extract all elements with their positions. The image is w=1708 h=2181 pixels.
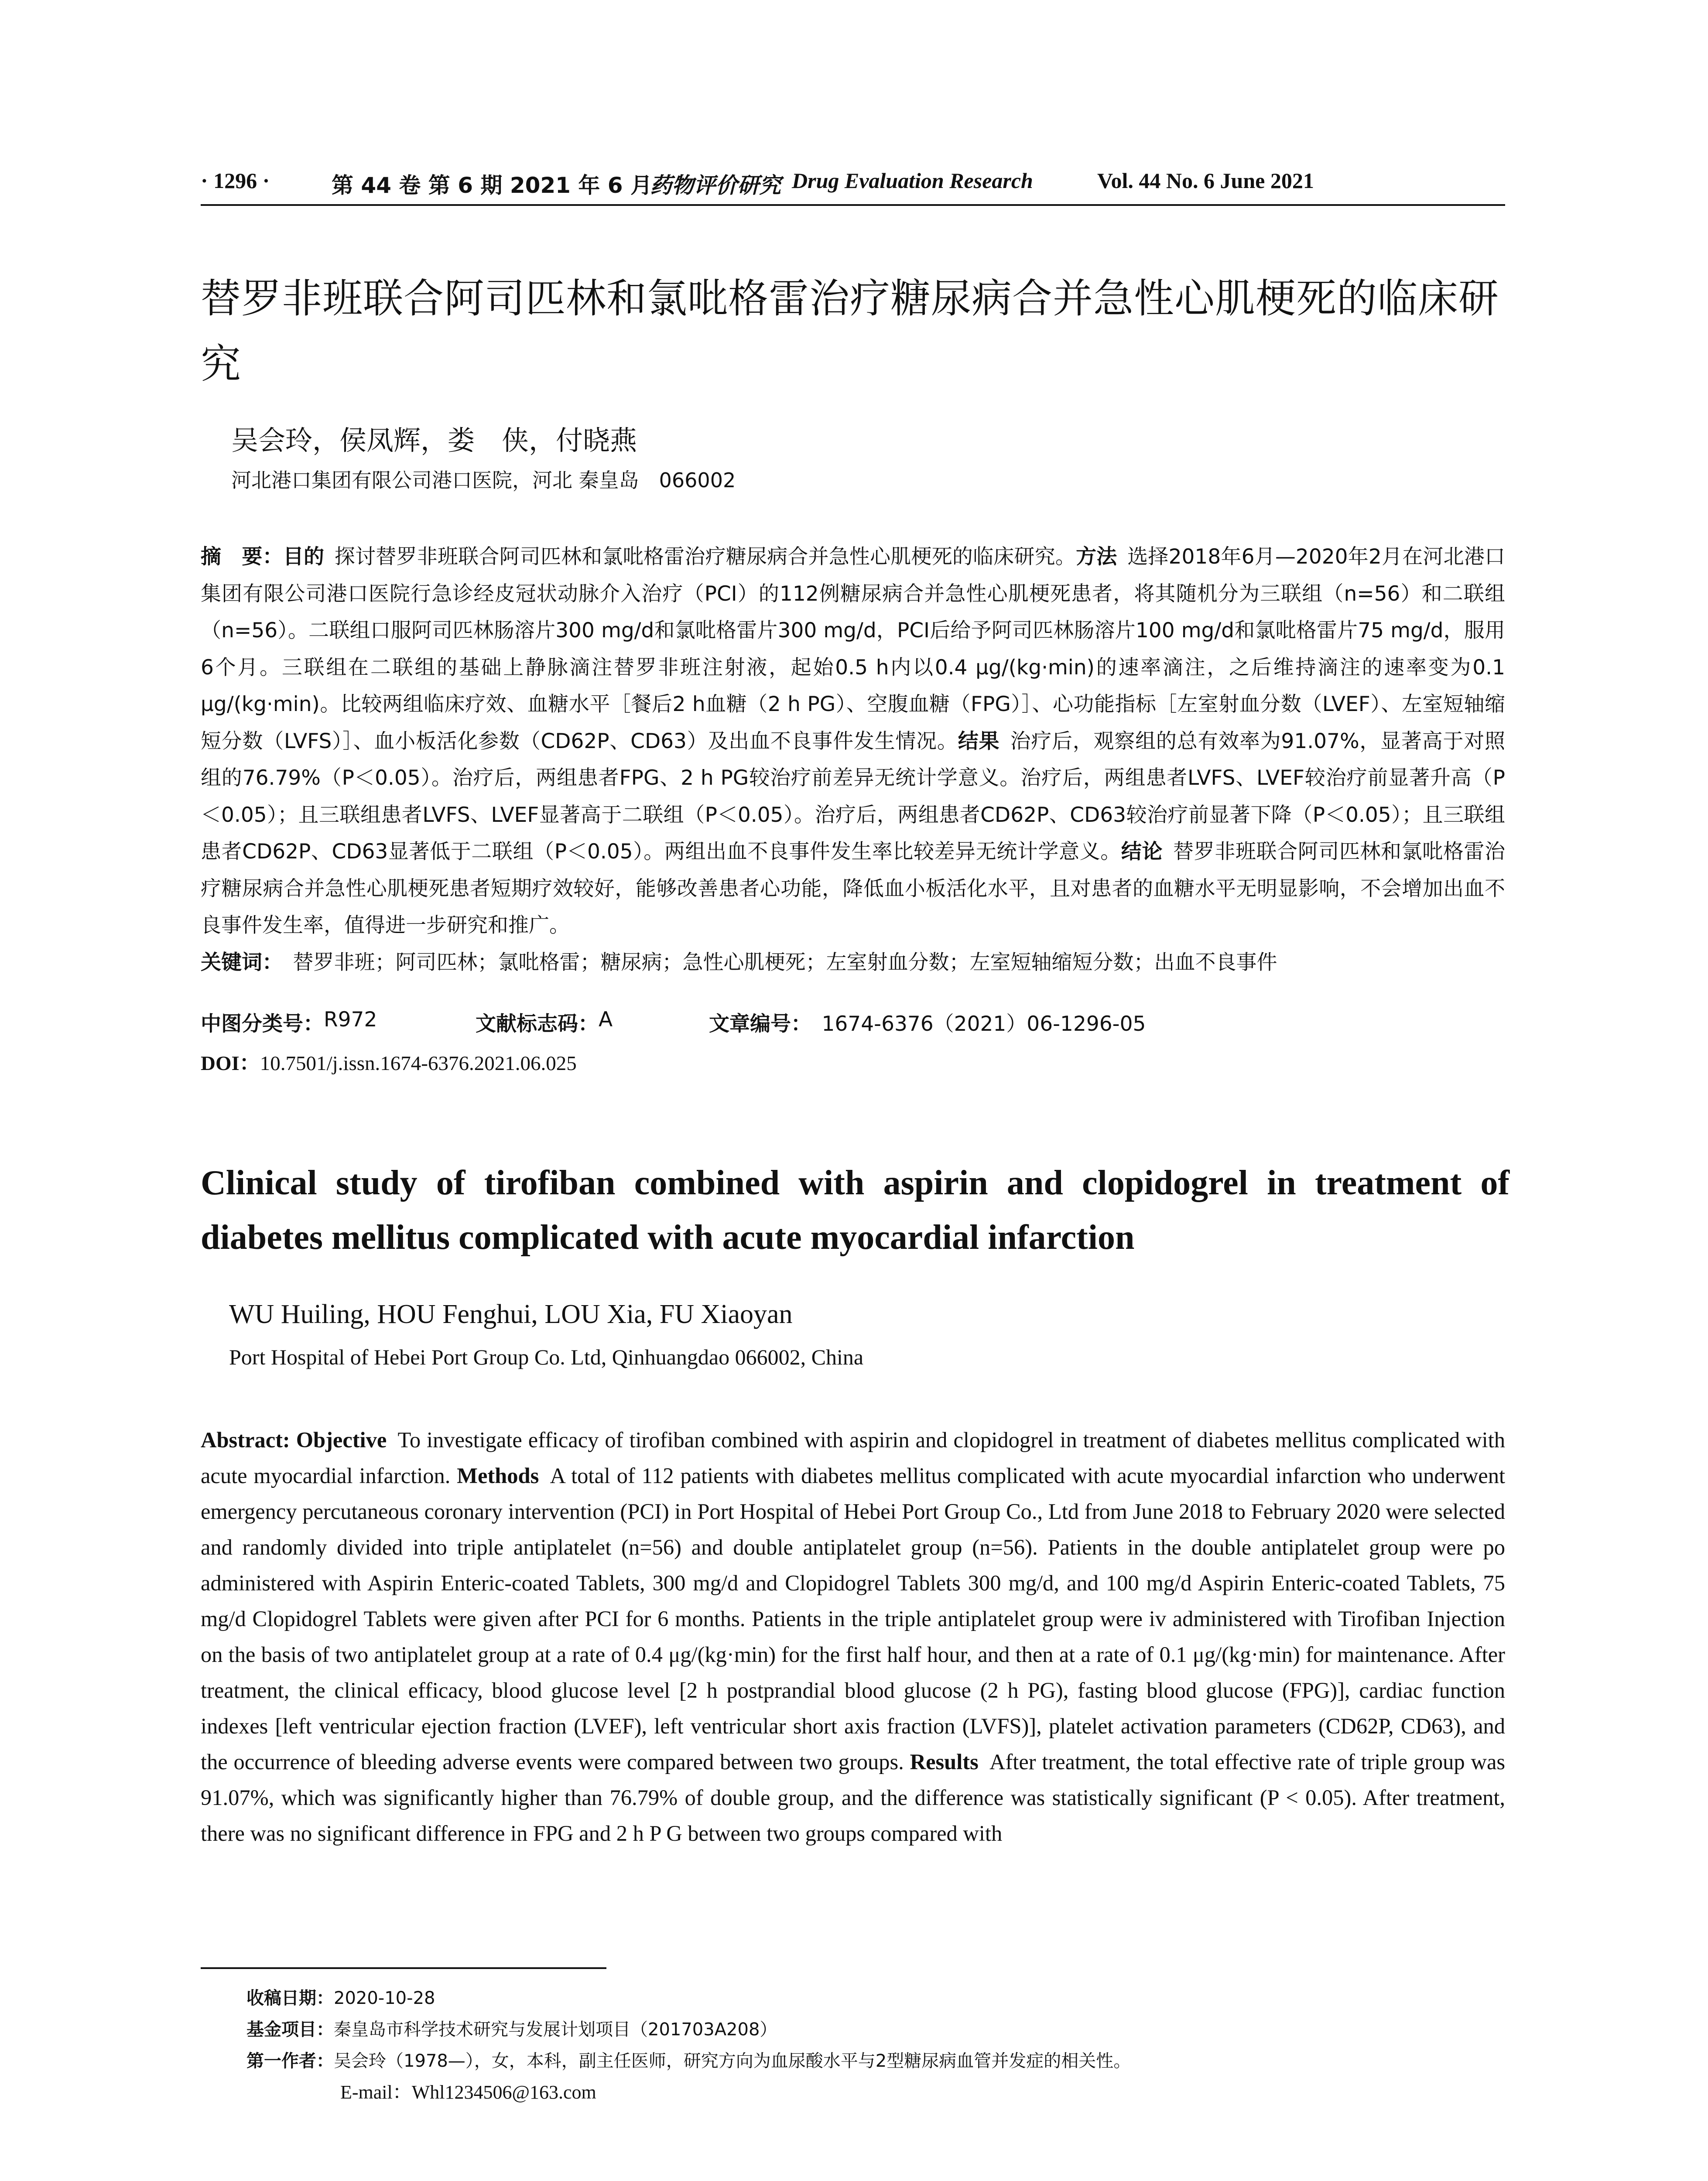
doc-code-label: 文献标志码： bbox=[476, 1012, 599, 1036]
doi-label: DOI： bbox=[201, 1052, 260, 1075]
results-text-en: After treatment, the total effective rate of triple group was 91.07%, which was significantly higher than 76.79% of double group, and the difference was statistically significant (P < 0.05). After treatment, there was no significant difference in FPG and 2 h P G between two groups compared with bbox=[201, 1750, 1506, 1846]
footnote-rule bbox=[201, 1967, 606, 1969]
clc-label: 中图分类号： bbox=[201, 1012, 324, 1036]
clc-value: R972 bbox=[324, 1008, 377, 1032]
authors-cn: 吴会玲，侯凤辉，娄 侠，付晓燕 bbox=[231, 424, 637, 456]
objective-label-cn: 目的 bbox=[283, 545, 325, 569]
footnote-fund bbox=[246, 2014, 1131, 2045]
conclusion-label-cn: 结论 bbox=[1121, 840, 1163, 864]
affiliation-en: Port Hospital of Hebei Port Group Co. Ltd, Qinhuangdao 066002, China bbox=[229, 1345, 864, 1369]
results-text-cn: 治疗后，观察组的总有效率为91.07%，显著高于对照组的76.79%（P＜0.05）。治疗后，两组患者FPG、2 h PG较治疗前差异无统计学意义。治疗后，两组患者LVFS、LVEF较治疗前显著升高（P＜0.05）；且三联组患者LVFS、LVEF显著高于二联组（P＜0.05）。治疗后，两组患者CD62P、CD63较治疗前显著下降（P＜0.05）；且三联组患者CD62P、CD63显著低于二联组（P＜0.05）。两组出血不良事件发生率比较差异无统计学意义。 bbox=[201, 729, 1506, 864]
article-title-en: Clinical study of tirofiban combined with aspirin and clopidogrel in treatment of diabetes mellitus complicated with acute myocardial infarction bbox=[201, 1164, 1509, 1257]
abstract-en bbox=[201, 1422, 1505, 1851]
first-author-label: 第一作者： bbox=[246, 2051, 334, 2071]
received-date: 2020-10-28 bbox=[334, 1988, 435, 2008]
conclusion-text-cn: 替罗非班联合阿司匹林和氯吡格雷治疗糖尿病合并急性心肌梗死患者短期疗效较好，能够改善患者心功能，降低血小板活化水平，且对患者的血糖水平无明显影响，不会增加出血不良事件发生率，值得进一步研究和推广。 bbox=[201, 840, 1505, 937]
objective-text-cn: 探讨替罗非班联合阿司匹林和氯吡格雷治疗糖尿病合并急性心肌梗死的临床研究。 bbox=[334, 545, 1076, 569]
methods-text-cn: 选择2018年6月—2020年2月在河北港口集团有限公司港口医院行急诊经皮冠状动脉介入治疗（PCI）的112例糖尿病合并急性心肌梗死患者，将其随机分为三联组（n=56）和二联组（n=56）。二联组口服阿司匹林肠溶片300 mg/d和氯吡格雷片300 mg/d，PCI后给予阿司匹林肠溶片100 mg/d和氯吡格雷片75 mg/d，服用6个月。三联组在二联组的基础上静脉滴注替罗非班注射液，起始0.5 h内以0.4 μg/(kg·min)的速率滴注，之后维持滴注的速率变为0.1 μg/(kg·min)。比较两组临床疗效、血糖水平［餐后2 h血糖（2 h PG）、空腹血糖（FPG）］、心功能指标［左室射血分数（LVEF）、左室短轴缩短分数（LVFS）］、血小板活化参数（CD62P、CD63）及出血不良事件发生情况。 bbox=[201, 545, 1506, 753]
journal-logo-cn: 药物评价研究 bbox=[650, 172, 781, 198]
abstract-label-en: Abstract: bbox=[201, 1428, 290, 1452]
abstract-cn bbox=[201, 539, 1505, 981]
journal-name-en: Drug Evaluation Research bbox=[792, 168, 1033, 193]
page-number: · 1296 · bbox=[201, 168, 270, 193]
methods-label-en: Methods bbox=[457, 1463, 539, 1488]
footnote-received bbox=[246, 1983, 1131, 2014]
affiliation-cn: 河北港口集团有限公司港口医院，河北 秦皇岛 066002 bbox=[231, 468, 736, 492]
abstract-label-cn: 摘 要： bbox=[201, 545, 283, 569]
keywords-cn: 替罗非班；阿司匹林；氯吡格雷；糖尿病；急性心肌梗死；左室射血分数；左室短轴缩短分数；出血不良事件 bbox=[293, 950, 1277, 974]
issue-info-cn: 第 44 卷 第 6 期 2021 年 6 月 bbox=[332, 173, 652, 198]
methods-label-cn: 方法 bbox=[1076, 545, 1117, 569]
fund-label: 基金项目： bbox=[246, 2020, 334, 2040]
doi-line bbox=[201, 1047, 577, 1076]
results-label-cn: 结果 bbox=[958, 729, 1000, 753]
received-label: 收稿日期： bbox=[246, 1988, 334, 2008]
authors-en: WU Huiling, HOU Fenghui, LOU Xia, FU Xiaoyan bbox=[229, 1299, 793, 1329]
fund-text: 秦皇岛市科学技术研究与发展计划项目（201703A208） bbox=[334, 2020, 777, 2040]
author-email[interactable]: E-mail：Whl1234506@163.com bbox=[340, 2082, 596, 2103]
objective-label-en: Objective bbox=[296, 1428, 387, 1452]
objective-text-en: To investigate efficacy of tirofiban combined with aspirin and clopidogrel in treatment of diabetes mellitus complicated with acute myocardial infarction. bbox=[201, 1428, 1505, 1488]
footnote-author bbox=[246, 2045, 1131, 2077]
keywords-label-cn: 关键词： bbox=[201, 950, 283, 974]
results-label-en: Results bbox=[910, 1750, 979, 1774]
article-no-label: 文章编号： bbox=[709, 1012, 811, 1036]
footnotes bbox=[246, 1983, 1131, 2108]
methods-text-en: A total of 112 patients with diabetes mellitus complicated with acute myocardial infarction who underwent emergency percutaneous coronary intervention (PCI) in Port Hospital of Hebei Port Group Co., Ltd from June 2018 to February 2020 were selected and randomly divided into triple antiplatelet (n=56) and double antiplatelet group (n=56). Patients in the double antiplatelet group were po administered with Aspirin Enteric-coated Tablets, 300 mg/d and Clopidogrel Tablets 300 mg/d, and 100 mg/d Aspirin Enteric-coated Tablets, 75 mg/d Clopidogrel Tablets were given after PCI for 6 months. Patients in the triple antiplatelet group were iv administered with Tirofiban Injection on the basis of two antiplatelet group at a rate of 0.4 μg/(kg·min) for the first half hour, and then at a rate of 0.1 μg/(kg·min) for maintenance. After treatment, the clinical efficacy, blood glucose level [2 h postprandial blood glucose (2 h PG), fasting blood glucose (FPG)], cardiac function indexes [left ventricular ejection fraction (LVEF), left ventricular short axis fraction (LVFS)], platelet activation parameters (CD62P, CD63), and the occurrence of bleeding adverse events were compared between two groups. bbox=[201, 1463, 1505, 1774]
doi-link[interactable]: 10.7501/j.issn.1674-6376.2021.06.025 bbox=[260, 1052, 577, 1075]
article-no-value: 1674-6376（2021）06-1296-05 bbox=[821, 1012, 1146, 1036]
article-title-cn: 替罗非班联合阿司匹林和氯吡格雷治疗糖尿病合并急性心肌梗死的临床研究 bbox=[201, 275, 1499, 387]
volume-info-en: Vol. 44 No. 6 June 2021 bbox=[1097, 168, 1314, 193]
header-rule bbox=[201, 204, 1505, 206]
first-author-text: 吴会玲（1978—），女，本科，副主任医师，研究方向为血尿酸水平与2型糖尿病血管并发症的相关性。 bbox=[334, 2051, 1131, 2071]
doc-code-value: A bbox=[599, 1008, 613, 1032]
running-header bbox=[201, 168, 1509, 198]
